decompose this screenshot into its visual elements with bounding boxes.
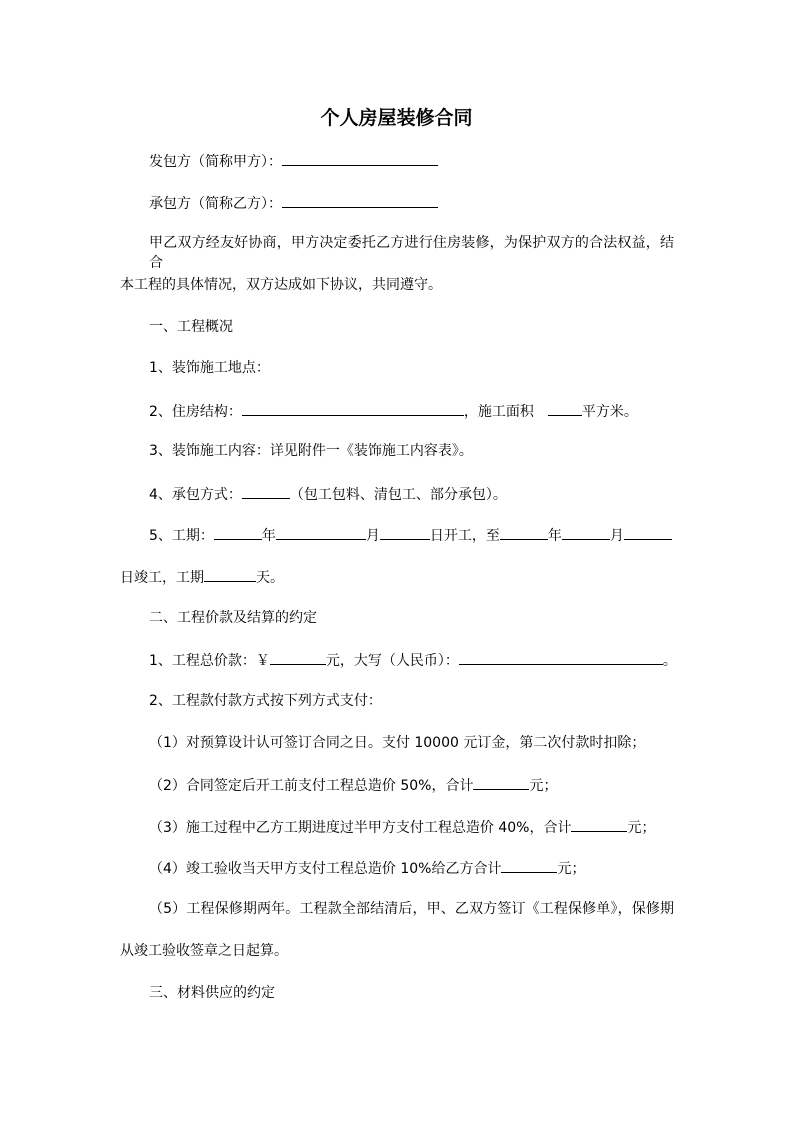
contract-method-blank[interactable] [242, 483, 290, 499]
start-day-blank[interactable] [380, 524, 430, 540]
capital-amount-blank[interactable] [459, 649, 663, 665]
house-structure-label: 2、住房结构： [149, 404, 242, 420]
section-2-heading: 二、工程价款及结算的约定 [149, 610, 317, 626]
end-label: 日竣工，工期 [120, 570, 204, 586]
year-label-2: 年 [547, 528, 562, 544]
end-day-blank[interactable] [624, 524, 672, 540]
start-label: 日开工，至 [429, 528, 500, 544]
payment-item-3-unit: 元； [627, 820, 656, 836]
payment-item-2-text: （2）合同签定后开工前支付工程总造价 50%，合计 [149, 778, 474, 794]
party-a-line [149, 150, 438, 172]
month-label: 月 [365, 528, 380, 544]
year-label: 年 [261, 528, 276, 544]
payment-method-line: 2、工程款付款方式按下列方式支付： [149, 693, 382, 709]
end-year-blank[interactable] [500, 524, 548, 540]
party-b-label: 承包方（简称乙方）： [149, 196, 282, 212]
payment-item-2-unit: 元； [529, 778, 558, 794]
payment-4-blank[interactable] [501, 857, 557, 873]
payment-item-2 [149, 774, 557, 796]
end-month-blank[interactable] [562, 524, 610, 540]
total-price-label: 1、工程总价款：￥ [149, 653, 270, 669]
document-title: 个人房屋装修合同 [320, 107, 473, 129]
area-unit: 平方米。 [581, 404, 638, 420]
payment-item-3-text: （3）施工过程中乙方工期进度过半甲方支付工程总造价 40%，合计 [149, 820, 572, 836]
party-b-blank[interactable] [282, 192, 438, 208]
payment-item-1: （1）对预算设计认可签订合同之日。支付 10000 元订金，第二次付款时扣除； [149, 735, 646, 751]
section-1-heading: 一、工程概况 [149, 319, 233, 335]
house-structure-blank[interactable] [242, 400, 464, 416]
payment-3-blank[interactable] [571, 816, 627, 832]
party-a-label: 发包方（简称甲方）： [149, 154, 282, 170]
party-a-blank[interactable] [282, 150, 438, 166]
contract-method-line [149, 483, 507, 505]
area-label: ，施工面积 [463, 404, 534, 420]
schedule-line-2 [120, 566, 284, 588]
start-month-blank[interactable] [276, 524, 366, 540]
party-b-line [149, 192, 438, 214]
contract-method-label: 4、承包方式： [149, 487, 242, 503]
contract-method-options: （包工包料、清包工、部分承包）。 [289, 487, 507, 503]
payment-item-3 [149, 816, 655, 838]
days-label: 天。 [256, 570, 284, 586]
payment-item-5-line-1: （5）工程保修期两年。工程款全部结清后，甲、乙双方签订《工程保修单》，保修期 [149, 901, 674, 917]
house-structure-line [149, 400, 638, 422]
duration-blank[interactable] [204, 566, 256, 582]
schedule-label: 5、工期： [149, 528, 214, 544]
total-price-end: 。 [662, 653, 677, 669]
construction-site-line: 1、装饰施工地点： [149, 360, 270, 376]
payment-item-4-text: （4）竣工验收当天甲方支付工程总造价 10%给乙方合计 [149, 861, 502, 877]
schedule-line [149, 524, 672, 546]
area-blank[interactable] [548, 400, 582, 416]
total-price-blank[interactable] [270, 649, 326, 665]
payment-item-4-unit: 元； [557, 861, 586, 877]
start-year-blank[interactable] [214, 524, 262, 540]
month-label-2: 月 [609, 528, 624, 544]
total-price-line [149, 649, 677, 671]
construction-content-line: 3、装饰施工内容：详见附件一《装饰施工内容表》。 [149, 443, 473, 459]
payment-item-4 [149, 857, 585, 879]
intro-line-1: 甲乙双方经友好协商，甲方决定委托乙方进行住房装修，为保护双方的合法权益，结合 [149, 235, 674, 271]
payment-2-blank[interactable] [473, 774, 529, 790]
payment-item-5-line-2: 从竣工验收签章之日起算。 [120, 943, 288, 959]
capital-amount-label: 元，大写（人民币）： [325, 653, 459, 669]
intro-line-2: 本工程的具体情况，双方达成如下协议，共同遵守。 [120, 277, 442, 293]
section-3-heading: 三、材料供应的约定 [149, 985, 275, 1001]
